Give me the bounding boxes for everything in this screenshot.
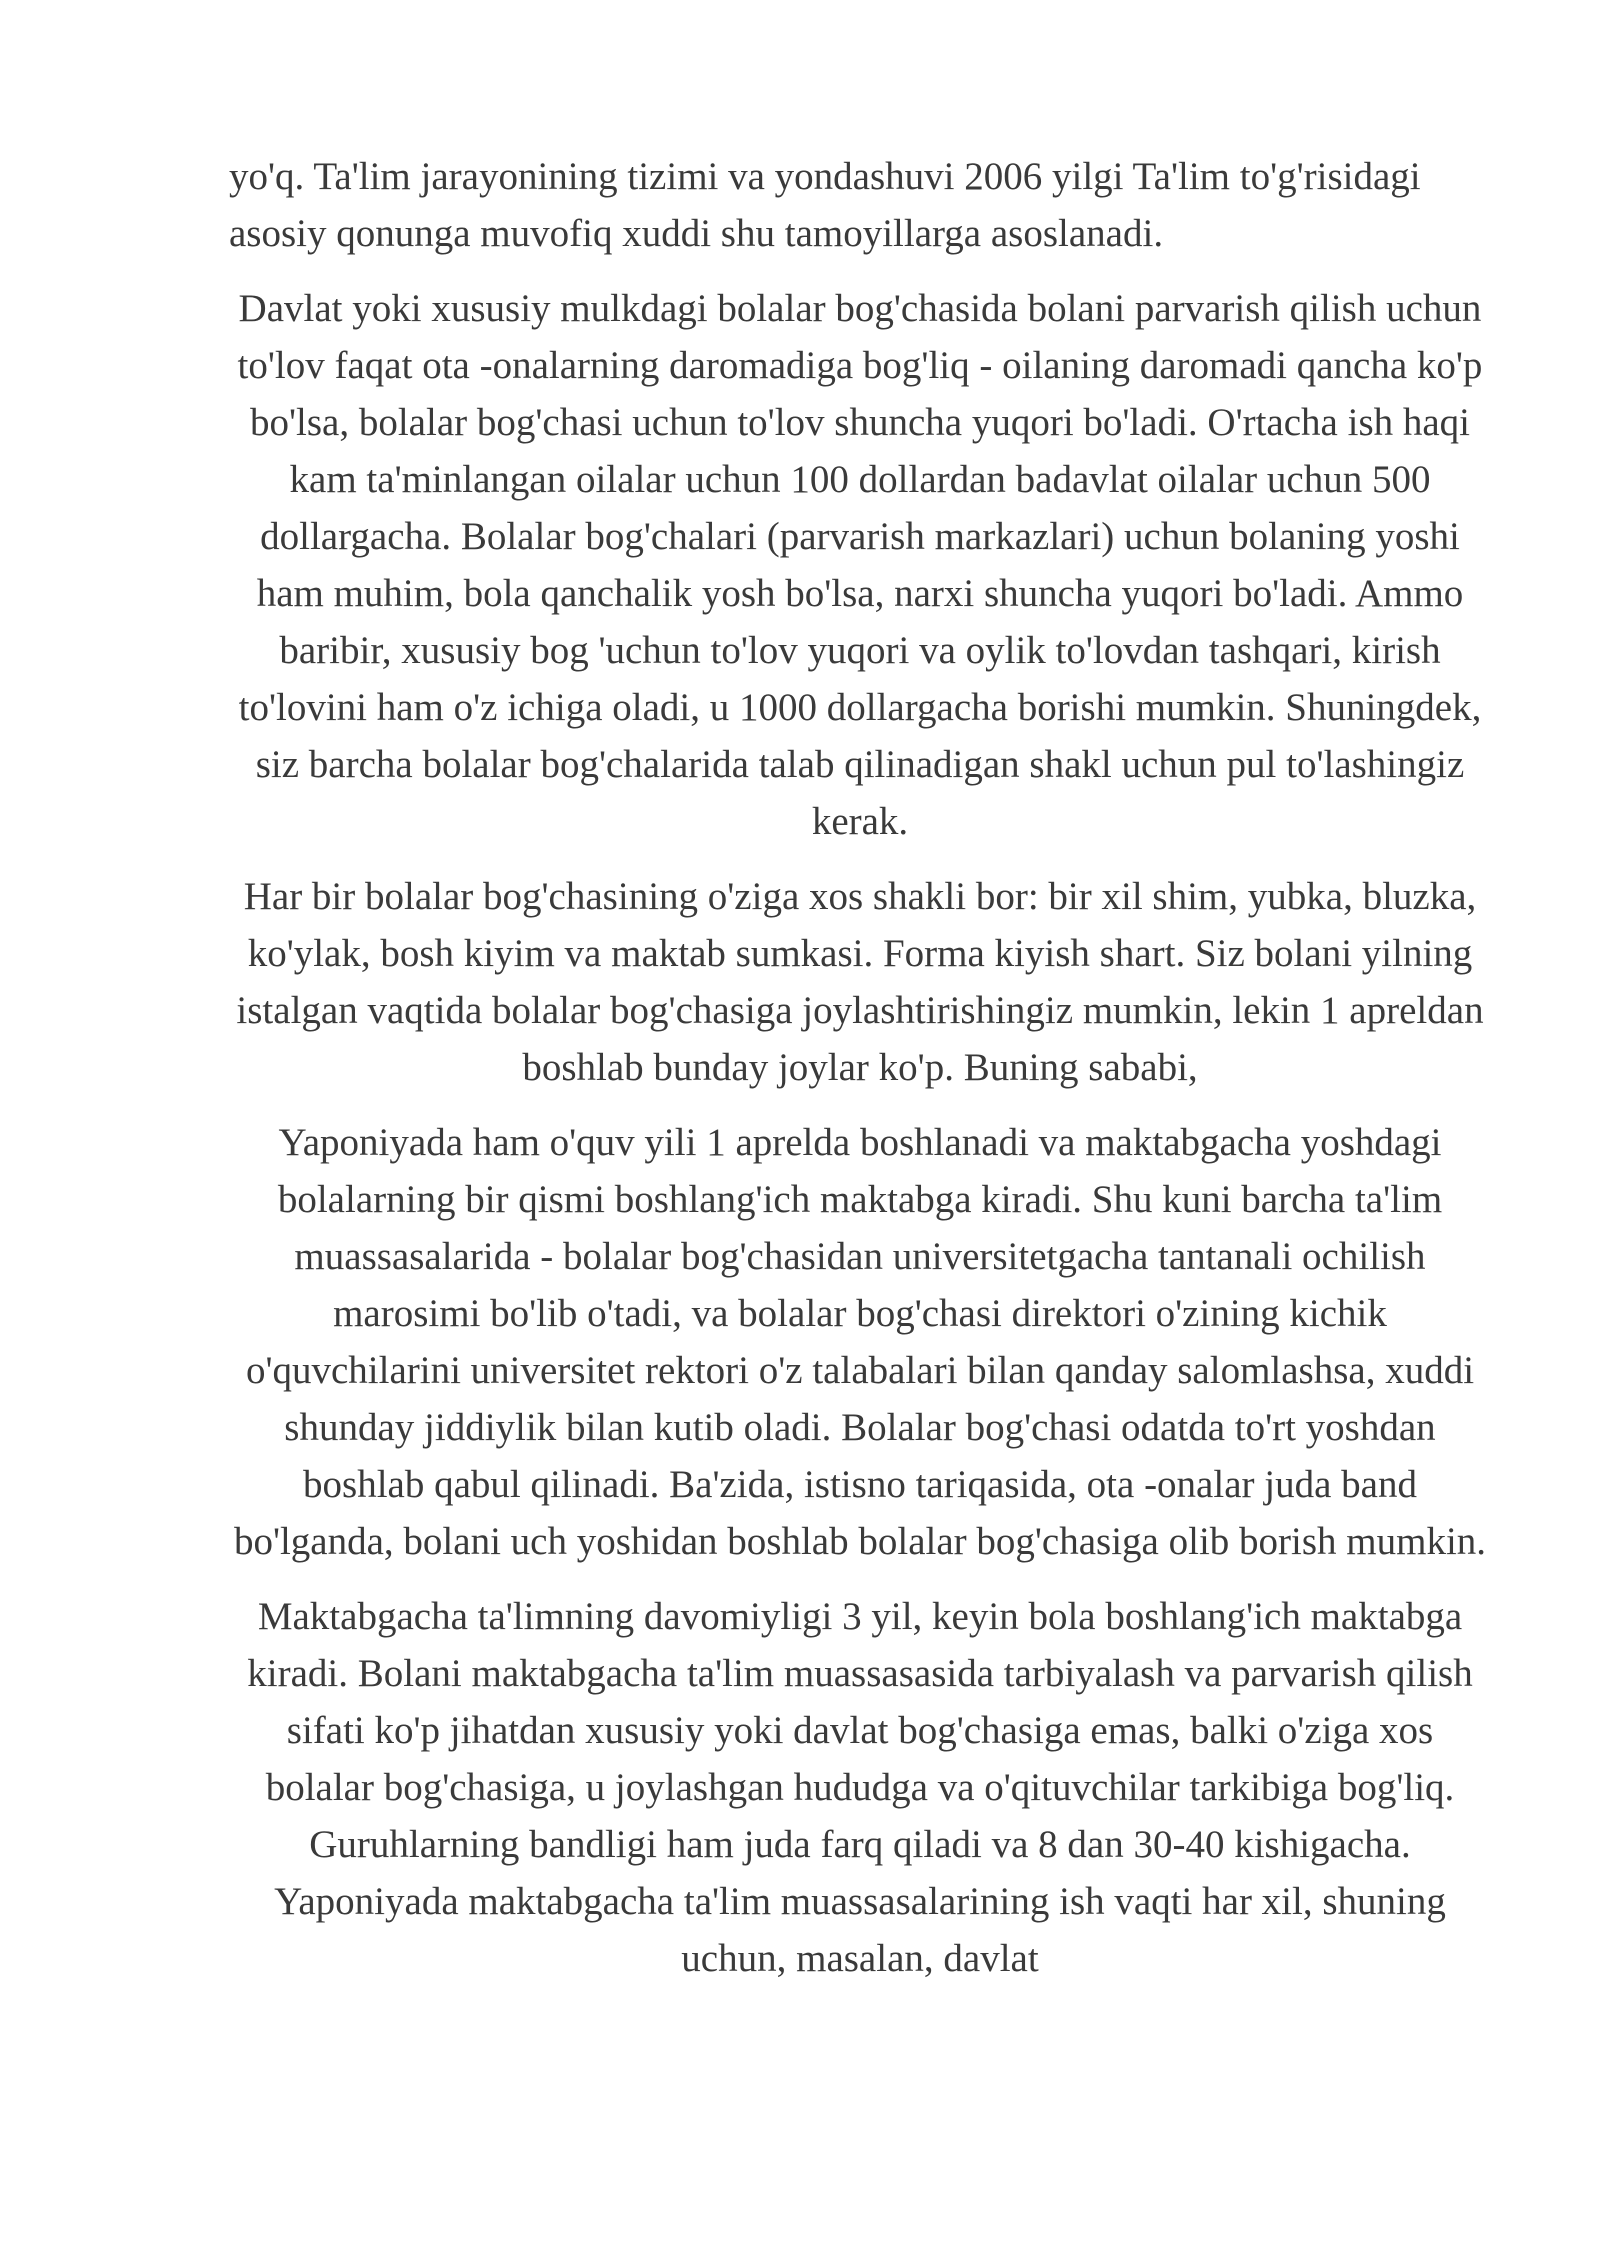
paragraph: Yaponiyada ham o'quv yili 1 aprelda boshlanadi va maktabgacha yoshdagi bolalarning bir qismi boshlang'ich maktabga kiradi. Shu kuni barcha ta'lim muassasalarida - bolalar bog'chasidan universitetgacha tantanali ochilish marosimi bo'lib o'tadi, va bolalar bog'chasi direktori o'zining kichik o'quvchilarini universitet rektori o'z talabalari bilan qanday salomlashsa, xuddi shunday jiddiylik bilan kutib oladi. Bolalar bog'chasi odatda to'rt yoshdan boshlab qabul qilinadi. Ba'zida, istisno tariqasida, ota -onalar juda band bo'lganda, bolani uch yoshidan boshlab bolalar bog'chasiga olib borish mumkin. [233, 1121, 1487, 1563]
paragraph: Maktabgacha ta'limning davomiyligi 3 yil, keyin bola boshlang'ich maktabga kiradi. Bolani maktabgacha ta'lim muassasasida tarbiyalash va parvarish qilish sifati ko'p jihatdan xususiy yoki davlat bog'chasiga emas, balki o'ziga xos bolalar bog'chasiga, u joylashgan hududga va o'qituvchilar tarkibiga bog'liq. Guruhlarning bandligi ham juda farq qiladi va 8 dan 30-40 kishigacha. Yaponiyada maktabgacha ta'lim muassasalarining ish vaqti har xil, shuning uchun, masalan, davlat [247, 1595, 1473, 1980]
paragraph: yo'q. Ta'lim jarayonining tizimi va yondashuvi 2006 yilgi Ta'lim to'g'risidagi asosiy qonunga muvofiq xuddi shu tamoyillarga asoslanadi. [229, 155, 1421, 255]
body-text [229, 148, 1491, 1987]
paragraph: Davlat yoki xususiy mulkdagi bolalar bog'chasida bolani parvarish qilish uchun to'lov faqat ota -onalarning daromadiga bog'liq - oilaning daromadi qancha ko'p bo'lsa, bolalar bog'chasi uchun to'lov shuncha yuqori bo'ladi. O'rtacha ish haqi kam ta'minlangan oilalar uchun 100 dollardan badavlat oilalar uchun 500 dollargacha. Bolalar bog'chalari (parvarish markazlari) uchun bolaning yoshi ham muhim, bola qanchalik yosh bo'lsa, narxi shuncha yuqori bo'ladi. Ammo baribir, xususiy bog 'uchun to'lov yuqori va oylik to'lovdan tashqari, kirish to'lovini ham o'z ichiga oladi, u 1000 dollargacha borishi mumkin. Shuningdek, siz barcha bolalar bog'chalarida talab qilinadigan shakl uchun pul to'lashingiz kerak. [237, 287, 1483, 843]
paragraph: Har bir bolalar bog'chasining o'ziga xos shakli bor: bir xil shim, yubka, bluzka, ko'ylak, bosh kiyim va maktab sumkasi. Forma kiyish shart. Siz bolani yilning istalgan vaqtida bolalar bog'chasiga joylashtirishingiz mumkin, lekin 1 apreldan boshlab bunday joylar ko'p. Buning sababi, [236, 875, 1484, 1089]
